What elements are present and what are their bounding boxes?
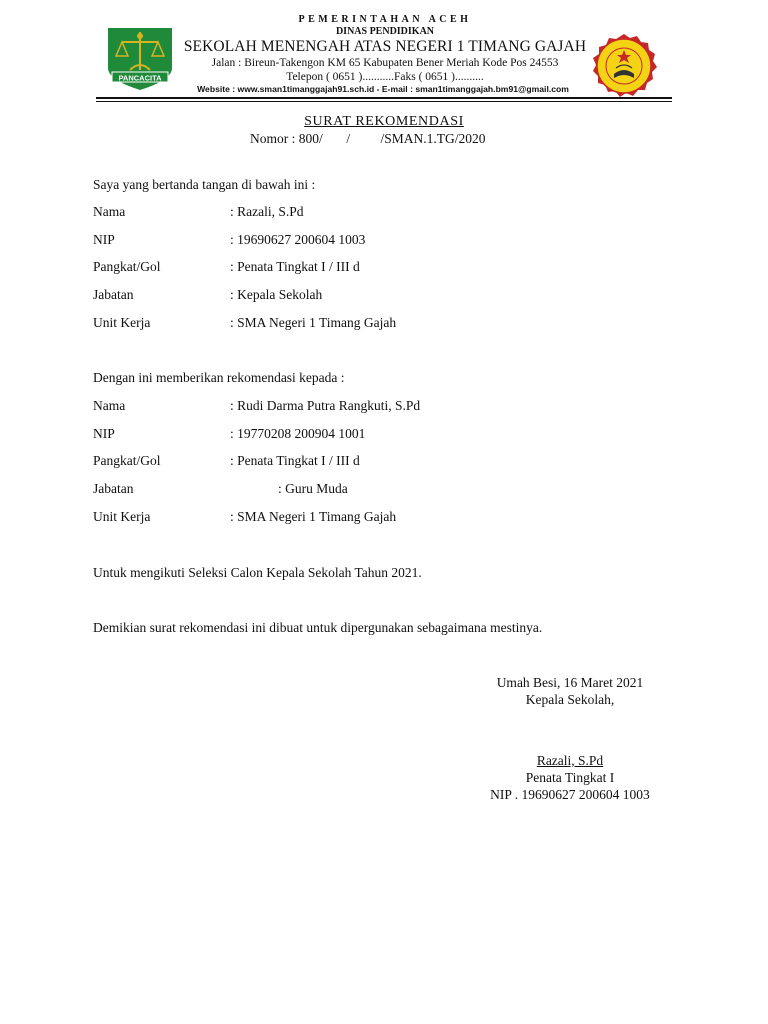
candidate-nip-value: : 19770208 200904 1001 xyxy=(230,426,366,441)
candidate-rank-label: Pangkat/Gol xyxy=(93,453,161,468)
signer-name-label: Nama xyxy=(93,204,126,219)
candidate-rank-value: : Penata Tingkat I / III d xyxy=(230,453,360,468)
signer-nip-value: : 19690627 200604 1003 xyxy=(230,232,366,247)
letterhead-rule-thin xyxy=(96,101,672,102)
signer-rank-label: Pangkat/Gol xyxy=(93,259,161,274)
letterhead xyxy=(180,14,590,84)
candidate-unit-label: Unit Kerja xyxy=(93,509,151,524)
candidate-nip-label: NIP xyxy=(93,426,115,441)
candidate-name-label: Nama xyxy=(93,398,126,413)
signature-nip: NIP . 19690627 200604 1003 xyxy=(490,787,650,802)
department-name: DINAS PENDIDIKAN xyxy=(335,25,435,38)
closing-text: Demikian surat rekomendasi ini dibuat untuk dipergunakan sebagaimana mestinya. xyxy=(93,620,543,635)
school-web-email: Website : www.sman1timanggajah91.sch.id - E-mail : sman1timanggajah.bm91@gmail.com xyxy=(197,84,569,94)
signer-position-label: Jabatan xyxy=(93,287,134,302)
signer-name-value: : Razali, S.Pd xyxy=(230,204,304,219)
letterhead-rule-thick xyxy=(96,97,672,99)
candidate-name-value: : Rudi Darma Putra Rangkuti, S.Pd xyxy=(230,398,421,413)
signer-intro: Saya yang bertanda tangan di bawah ini : xyxy=(93,177,316,192)
purpose-text: Untuk mengikuti Seleksi Calon Kepala Sekolah Tahun 2021. xyxy=(93,565,422,580)
government-name: PEMERINTAHAN ACEH xyxy=(298,14,472,25)
letter-title: SURAT REKOMENDASI xyxy=(304,114,464,129)
signer-nip-label: NIP xyxy=(93,232,115,247)
candidate-position-value: : Guru Muda xyxy=(278,481,348,496)
school-phone: Telepon ( 0651 )...........Faks ( 0651 ).......... xyxy=(286,71,484,83)
aceh-pancacita-emblem-icon xyxy=(104,24,176,92)
signer-unit-value: : SMA Negeri 1 Timang Gajah xyxy=(230,315,397,330)
school-address: Jalan : Bireun-Takengon KM 65 Kabupaten Bener Meriah Kode Pos 24553 xyxy=(211,57,559,69)
signature-place-date: Umah Besi, 16 Maret 2021 xyxy=(496,675,644,690)
pancacita-text: PANCACITA xyxy=(118,73,162,83)
letter-number: Nomor : 800/ / /SMAN.1.TG/2020 xyxy=(250,131,486,146)
recommend-intro: Dengan ini memberikan rekomendasi kepada : xyxy=(93,370,345,385)
signature-rank: Penata Tingkat I xyxy=(525,770,615,785)
candidate-unit-value: : SMA Negeri 1 Timang Gajah xyxy=(230,509,397,524)
signature-name: Razali, S.Pd xyxy=(536,753,604,768)
school-name: SEKOLAH MENENGAH ATAS NEGERI 1 TIMANG GAJAH xyxy=(183,38,587,55)
candidate-position-label: Jabatan xyxy=(93,481,134,496)
signer-rank-value: : Penata Tingkat I / III d xyxy=(230,259,360,274)
school-emblem-icon xyxy=(590,32,658,100)
signer-unit-label: Unit Kerja xyxy=(93,315,151,330)
signature-position: Kepala Sekolah, xyxy=(525,692,615,707)
signer-position-value: : Kepala Sekolah xyxy=(230,287,323,302)
